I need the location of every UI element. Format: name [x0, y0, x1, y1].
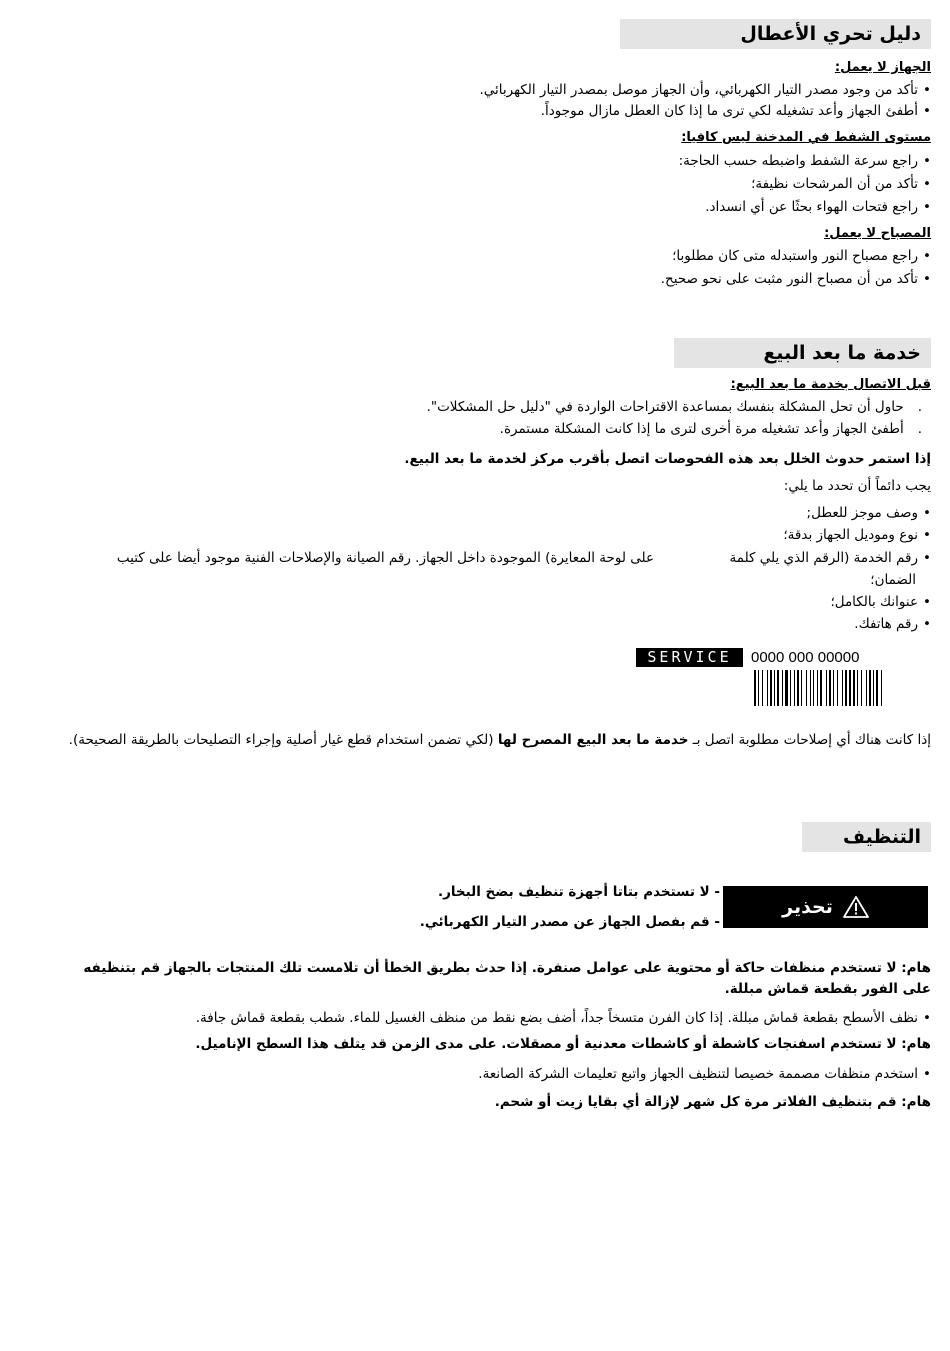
no-power-heading: الجهاز لا يعمل:	[834, 60, 931, 75]
service-number-continuation: على لوحة المعايرة) الموجودة داخل الجهاز. رقم الصيانة والإصلاحات الفنية موجود أيضا على كتيب	[116, 550, 654, 566]
warning-item: - قم بفصل الجهاز عن مصدر التيار الكهربائي.	[419, 914, 720, 930]
barcode-image	[636, 648, 884, 708]
warning-label: تحذير	[782, 896, 833, 918]
list-item: •عنوانك بالكامل؛	[830, 594, 931, 610]
list-item: •نظف الأسطح بقطعة قماش مبللة. إذا كان الفرن متسخاً جداً، أضف بضع نقط من منظف الغسيل للماء. شطب بقطعة قماش جافة.	[195, 1010, 931, 1026]
list-item: •تأكد من وجود مصدر التيار الكهربائي، وأن الجهاز موصل بمصدر التيار الكهربائي.	[479, 82, 931, 98]
repairs-note: إذا كانت هناك أي إصلاحات مطلوبة اتصل بـ خدمة ما بعد البيع المصرح لها (لكي تضمن استخدام قطع غيار أصلية وإجراء التصليحات بالطريقة الصحيحة).	[68, 732, 931, 748]
service-code: 0000 000 00000	[751, 649, 860, 666]
service-number-tail: الضمان؛	[870, 572, 916, 588]
list-item: •أطفئ الجهاز وأعد تشغيله لكي ترى ما إذا كان العطل مازال موجوداً.	[540, 103, 931, 119]
warning-item: - لا تستخدم بتاتا أجهزة تنظيف بضخ البخار.	[437, 884, 720, 900]
list-item: .حاول أن تحل المشكلة بنفسك بمساعدة الاقتراحات الواردة في "دليل حل المشكلات".	[426, 399, 922, 415]
list-item: •راجع فتحات الهواء بحثًا عن أي انسداد.	[705, 199, 931, 215]
important-note: هام: لا تستخدم منظفات حاكة أو محتوية على عوامل صنفرة. إذا حدث بطريق الخطأ أن تلامست تلك المنتجات بالجهاز قم بتنظيفه على الفور بقطعة قماش مبللة.	[83, 960, 931, 997]
after-sales-title: خدمة ما بعد البيع	[674, 338, 931, 368]
list-item: •رقم هاتفك.	[854, 616, 931, 632]
persist-note: إذا استمر حدوث الخلل بعد هذه الفحوصات اتصل بأقرب مركز لخدمة ما بعد البيع.	[404, 451, 931, 467]
suction-heading: مستوى الشفط في المدخنة ليس كافيا:	[681, 130, 931, 145]
list-item: •رقم الخدمة (الرقم الذي يلي كلمة	[729, 550, 931, 566]
lamp-heading: المصباح لا يعمل:	[824, 226, 931, 241]
troubleshooting-title: دليل تحري الأعطال	[620, 19, 931, 49]
list-item: •نوع وموديل الجهاز بدقة؛	[783, 527, 931, 543]
list-item: •تأكد من أن مصباح النور مثبت على نحو صحيح.	[660, 271, 931, 287]
always-specify: يجب دائماً أن تحدد ما يلي:	[783, 478, 931, 494]
list-item: •وصف موجز للعطل;	[806, 505, 931, 521]
before-calling-heading: قبل الاتصال بخدمة ما بعد البيع:	[730, 377, 931, 392]
list-item: •راجع مصباح النور واستبدله متى كان مطلوبا؛	[672, 248, 931, 264]
list-item: .أطفئ الجهاز وأعد تشغيله مرة أخرى لترى ما إذا كانت المشكلة مستمرة.	[499, 421, 922, 437]
important-note: هام: لا تستخدم اسفنجات كاشطة أو كاشطات معدنية أو مصقلات. على مدى الزمن قد يتلف هذا السطح الإناميل.	[195, 1036, 931, 1052]
list-item: •راجع سرعة الشفط واضبطه حسب الحاجة:	[678, 153, 931, 169]
warning-triangle-icon	[843, 896, 869, 918]
list-item: •تأكد من أن المرشحات نظيفة؛	[751, 176, 931, 192]
list-item: •استخدم منظفات مصممة خصيصا لتنظيف الجهاز واتبع تعليمات الشركة الصانعة.	[478, 1066, 931, 1082]
warning-box	[723, 886, 928, 928]
cleaning-title: التنظيف	[802, 822, 931, 852]
service-label: SERVICE	[636, 648, 743, 667]
important-note: هام: قم بتنظيف الفلاتر مرة كل شهر لإزالة أي بقايا زيت أو شحم.	[494, 1094, 931, 1110]
